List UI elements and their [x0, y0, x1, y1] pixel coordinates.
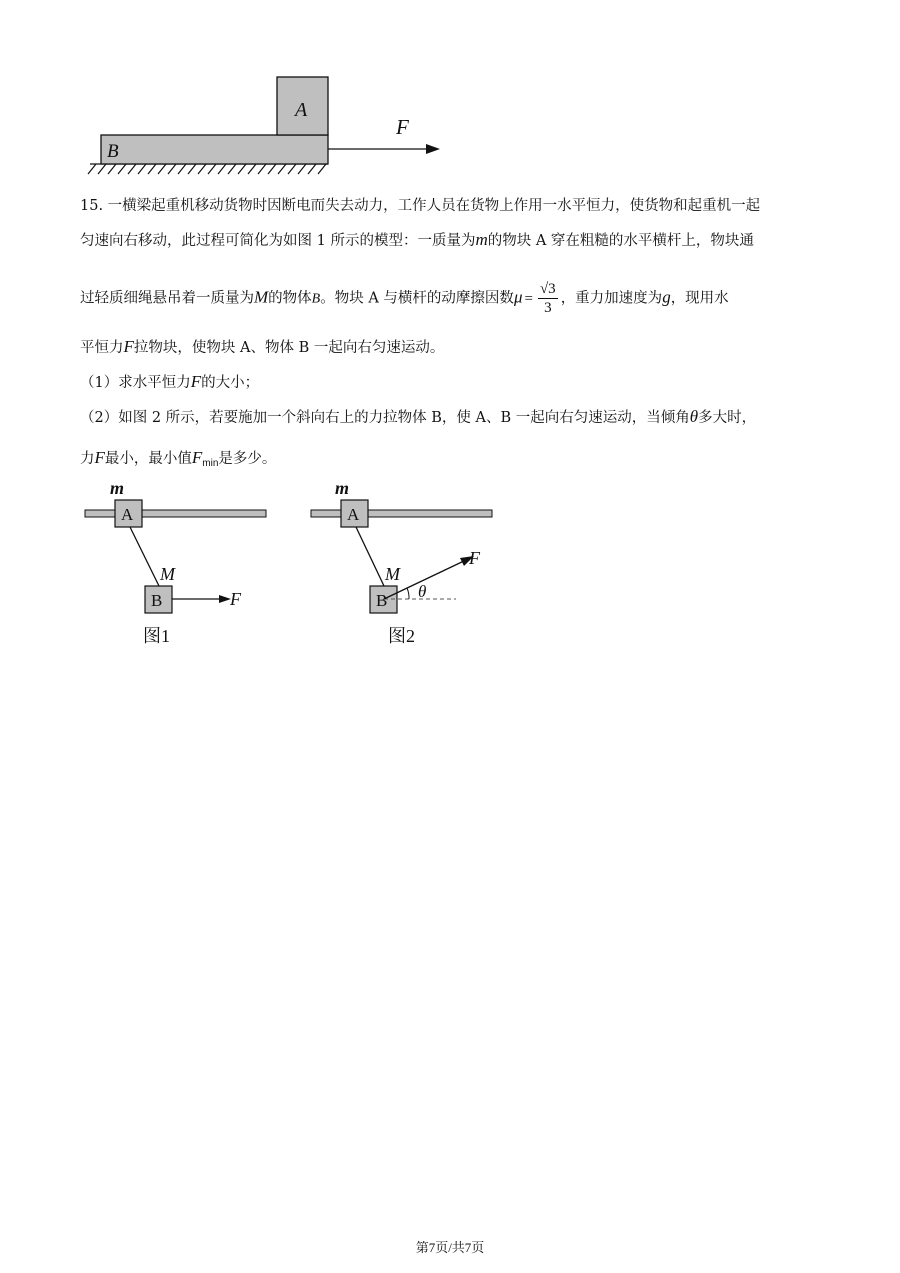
text-segment: 的大小；	[201, 375, 260, 391]
mu-numerator: √3	[539, 281, 556, 297]
var-mu: μ	[513, 287, 523, 307]
mu-fraction	[538, 280, 558, 317]
fig2-label-a: A	[347, 505, 360, 524]
text-segment: 平恒力	[80, 340, 124, 356]
text-segment: 拉物块，使物块 A、物体 B 一起向右匀速运动。	[133, 340, 445, 356]
figure-2	[300, 470, 520, 660]
text-segment: 力	[80, 451, 95, 467]
part-1	[80, 371, 822, 394]
text-segment: 多大时，	[698, 410, 757, 426]
block-a-label: A	[295, 99, 308, 121]
text-segment: 是多少。	[218, 451, 277, 467]
ground-hatch	[88, 164, 328, 174]
fig2-rope	[356, 527, 384, 586]
figure-1	[0, 470, 290, 660]
question-line-1	[80, 195, 822, 217]
fig2-label-m: m	[335, 478, 350, 498]
var-F: F	[94, 448, 105, 467]
fig1-label-f: F	[230, 589, 241, 609]
fig2-rod	[311, 510, 492, 517]
text-segment: 。物块 A 与横杆的动摩擦因数	[320, 290, 514, 307]
var-g: g	[662, 287, 671, 307]
var-F: F	[190, 372, 202, 391]
top-figure	[0, 0, 900, 180]
text-segment: 的物块 A 穿在粗糙的水平横杆上，物块通	[487, 233, 754, 249]
var-m: m	[475, 230, 488, 249]
question-number: 15.	[80, 198, 104, 214]
force-label: F	[396, 115, 409, 139]
fig2-caption: 图2	[388, 626, 415, 646]
question-line-4	[80, 336, 822, 359]
mu-denominator: 3	[544, 300, 552, 316]
force-arrow-head	[426, 144, 440, 154]
fig2-label-f: F	[469, 548, 480, 568]
fig1-label-b: B	[151, 591, 163, 610]
page-footer: 第7页/共7页	[415, 1240, 485, 1255]
text-segment: 匀速向右移动，此过程可简化为如图 1 所示的模型：一质量为	[80, 233, 476, 249]
fig1-label-M: M	[160, 564, 175, 584]
block-b-label: B	[107, 141, 119, 162]
text-segment: 最小，最小值	[104, 451, 192, 467]
question-line-2	[80, 229, 822, 252]
question-text-1: 一横梁起重机移动货物时因断电而失去动力，工作人员在货物上作用一水平恒力，使货物和起重机一起	[107, 198, 761, 214]
fig2-label-M: M	[385, 564, 400, 584]
fig1-rod	[85, 510, 266, 517]
fig2-angle-arc	[407, 588, 409, 599]
fig2-label-theta: θ	[418, 582, 427, 601]
var-B: B	[311, 291, 321, 307]
var-Fmin: F	[191, 448, 203, 467]
text-segment: ，现用水	[670, 290, 729, 307]
fig1-caption: 图1	[143, 626, 170, 646]
var-F: F	[123, 337, 134, 356]
part-2-line-1	[80, 406, 822, 429]
text-segment: （1）求水平恒力	[80, 375, 191, 391]
text-segment: ，重力加速度为	[560, 290, 663, 307]
text-segment: 的物体	[268, 290, 312, 307]
block-b	[101, 135, 328, 164]
sub-min: min	[202, 458, 219, 469]
fig1-rope	[130, 527, 159, 586]
fig1-label-m: m	[110, 478, 125, 498]
var-M: M	[254, 287, 269, 307]
var-theta: θ	[689, 407, 699, 426]
question-line-3	[80, 280, 822, 317]
text-segment: 过轻质细绳悬吊着一质量为	[80, 290, 254, 307]
equals-sign: =	[524, 290, 533, 307]
fig1-label-a: A	[121, 505, 134, 524]
text-segment: （2）如图 2 所示，若要施加一个斜向右上的力拉物体 B，使 A、B 一起向右匀速运动，当倾角	[80, 410, 690, 426]
fig2-label-b: B	[376, 591, 388, 610]
